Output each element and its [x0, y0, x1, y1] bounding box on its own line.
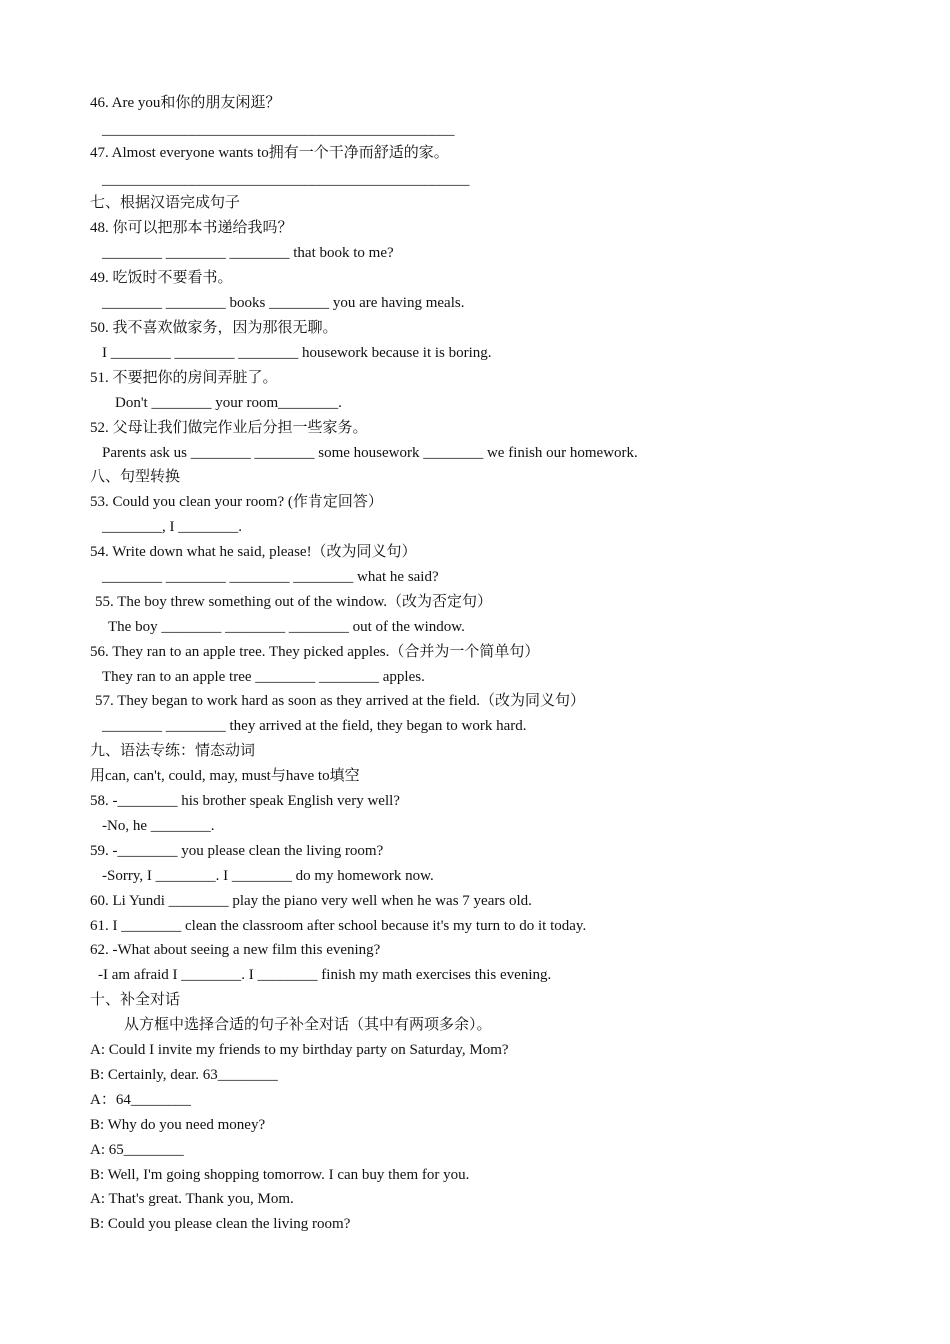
question-54: 54. Write down what he said, please!（改为同义句） — [90, 544, 417, 560]
dialogue-line-4: B: Why do you need money? — [90, 1117, 266, 1133]
answer-53: ________, I ________. — [102, 519, 242, 535]
question-53: 53. Could you clean your room? (作肯定回答） — [90, 494, 383, 510]
answer-55: The boy ________ ________ ________ out of the window. — [108, 619, 465, 635]
answer-54: ________ ________ ________ ________ what he said? — [102, 569, 439, 585]
answer-line-47: _________________________________________________ — [102, 172, 470, 188]
question-51: 51. 不要把你的房间弄脏了。 — [90, 370, 278, 386]
dialogue-line-6: B: Well, I'm going shopping tomorrow. I can buy them for you. — [90, 1167, 470, 1183]
dialogue-line-2: B: Certainly, dear. 63________ — [90, 1067, 278, 1083]
question-57: 57. They began to work hard as soon as they arrived at the field.（改为同义句） — [95, 693, 586, 709]
question-59: 59. -________ you please clean the living room? — [90, 843, 384, 859]
section-9-heading: 九、语法专练：情态动词 — [90, 743, 256, 759]
answer-48: ________ ________ ________ that book to me? — [102, 245, 394, 261]
dialogue-line-8: B: Could you please clean the living room? — [90, 1216, 351, 1232]
question-62: 62. -What about seeing a new film this evening? — [90, 942, 381, 958]
dialogue-line-3: A：64________ — [90, 1092, 191, 1108]
answer-56: They ran to an apple tree ________ ________ apples. — [102, 669, 425, 685]
answer-57: ________ ________ they arrived at the field, they began to work hard. — [102, 718, 527, 734]
answer-59: -Sorry, I ________. I ________ do my homework now. — [102, 868, 434, 884]
question-49: 49. 吃饭时不要看书。 — [90, 270, 233, 286]
answer-51: Don't ________ your room________. — [115, 395, 342, 411]
section-10-heading: 十、补全对话 — [90, 992, 181, 1008]
dialogue-line-1: A: Could I invite my friends to my birthday party on Saturday, Mom? — [90, 1042, 509, 1058]
section-10-instruction: 从方框中选择合适的句子补全对话（其中有两项多余）。 — [124, 1017, 492, 1033]
question-61: 61. I ________ clean the classroom after school because it's my turn to do it today. — [90, 918, 587, 934]
section-7-heading: 七、根据汉语完成句子 — [90, 195, 241, 211]
question-55: 55. The boy threw something out of the window.（改为否定句） — [95, 594, 493, 610]
answer-52: Parents ask us ________ ________ some housework ________ we finish our homework. — [102, 445, 638, 461]
answer-58: -No, he ________. — [102, 818, 215, 834]
question-50: 50. 我不喜欢做家务，因为那很无聊。 — [90, 320, 338, 336]
answer-50: I ________ ________ ________ housework because it is boring. — [102, 345, 492, 361]
question-56: 56. They ran to an apple tree. They picked apples.（合并为一个简单句） — [90, 644, 540, 660]
section-8-heading: 八、句型转换 — [90, 469, 181, 485]
question-46: 46. Are you和你的朋友闲逛？ — [90, 95, 281, 111]
answer-line-46: _______________________________________________ — [102, 122, 455, 138]
answer-49: ________ ________ books ________ you are having meals. — [102, 295, 465, 311]
answer-62: -I am afraid I ________. I ________ finish my math exercises this evening. — [98, 967, 552, 983]
question-60: 60. Li Yundi ________ play the piano very well when he was 7 years old. — [90, 893, 532, 909]
dialogue-line-5: A: 65________ — [90, 1142, 184, 1158]
question-52: 52. 父母让我们做完作业后分担一些家务。 — [90, 420, 368, 436]
section-9-instruction: 用can, can't, could, may, must与have to填空 — [90, 768, 360, 784]
dialogue-line-7: A: That's great. Thank you, Mom. — [90, 1191, 294, 1207]
question-58: 58. -________ his brother speak English very well? — [90, 793, 400, 809]
question-48: 48. 你可以把那本书递给我吗？ — [90, 220, 293, 236]
question-47: 47. Almost everyone wants to拥有一个干净而舒适的家。 — [90, 145, 449, 161]
